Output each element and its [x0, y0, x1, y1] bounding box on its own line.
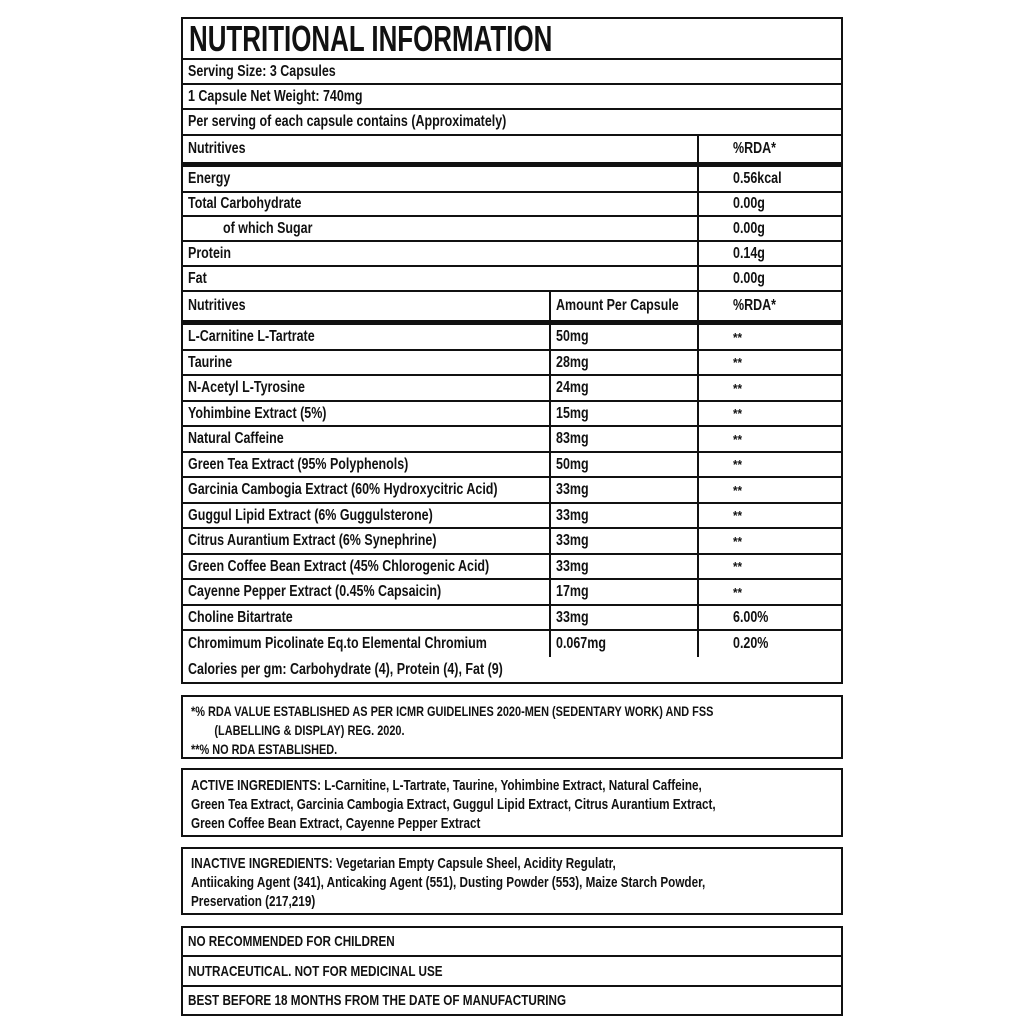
- ingredient-name: Taurine: [188, 353, 233, 371]
- nutrient-name: Energy: [188, 170, 231, 187]
- ingredient-name: Green Coffee Bean Extract (45% Chlorogenic Acid): [188, 557, 490, 575]
- warning-best-before: BEST BEFORE 18 MONTHS FROM THE DATE OF MANUFACTURING: [188, 992, 567, 1009]
- ingredient-rda: **: [733, 329, 743, 345]
- ingredient-name: Citrus Aurantium Extract (6% Synephrine): [188, 532, 437, 549]
- ingredient-rda: **: [733, 559, 743, 574]
- title-row: [183, 19, 841, 60]
- nutrient-value: 0.14g: [733, 244, 765, 262]
- nutrient-name: of which Sugar: [223, 219, 313, 237]
- table1-header-nutritives: Nutritives: [188, 140, 246, 157]
- inactive-ingredients-label: INACTIVE INGREDIENTS:: [191, 855, 333, 872]
- active-ingredients-line-3: Green Coffee Bean Extract, Cayenne Pepper Extract: [191, 815, 481, 832]
- calories-note: Calories per gm: Carbohydrate (4), Protein (4), Fat (9): [188, 661, 503, 678]
- ingredient-amount: 33mg: [556, 608, 589, 626]
- page-title: NUTRITIONAL INFORMATION: [189, 17, 553, 59]
- inactive-ingredients: [181, 847, 843, 915]
- ingredient-name: Guggul Lipid Extract (6% Guggulsterone): [188, 506, 433, 524]
- ingredient-rda: 6.00%: [733, 608, 769, 626]
- net-weight-row: [183, 85, 841, 110]
- calories-row: [183, 657, 841, 683]
- table-row: [183, 267, 841, 292]
- table-row: [183, 504, 841, 529]
- table2-header-row: [183, 292, 841, 325]
- ingredient-rda: **: [733, 533, 743, 549]
- table-row: [183, 402, 841, 427]
- net-weight: 1 Capsule Net Weight: 740mg: [188, 87, 363, 105]
- table-row: [183, 529, 841, 555]
- footnote-line-2: (LABELLING & DISPLAY) REG. 2020.: [214, 722, 405, 738]
- ingredient-amount: 28mg: [556, 353, 589, 371]
- table-row: [183, 325, 841, 351]
- ingredient-name: Chromimum Picolinate Eq.to Elemental Chromium: [188, 635, 487, 652]
- active-ingredients-line-1: L-Carnitine, L-Tartrate, Taurine, Yohimbine Extract, Natural Caffeine,: [321, 777, 702, 794]
- table-row: [183, 453, 841, 478]
- ingredient-rda: 0.20%: [733, 635, 769, 652]
- ingredient-amount: 17mg: [556, 583, 589, 600]
- table-row: [183, 631, 841, 657]
- nutrient-value: 0.00g: [733, 195, 765, 212]
- ingredient-rda: **: [733, 482, 743, 498]
- nutrition-table: [181, 17, 843, 684]
- footnote-line-1: *% RDA VALUE ESTABLISHED AS PER ICMR GUIDELINES 2020-MEN (SEDENTARY WORK) AND FSS: [191, 703, 714, 719]
- nutrient-name: Fat: [188, 269, 207, 287]
- ingredient-rda: **: [733, 406, 743, 421]
- inactive-ingredients-line-2: Antiicaking Agent (341), Anticaking Agent (551), Dusting Powder (553), Maize Starch Powder,: [191, 874, 706, 891]
- ingredient-name: Cayenne Pepper Extract (0.45% Capsaicin): [188, 583, 442, 600]
- ingredient-name: Choline Bitartrate: [188, 608, 293, 626]
- ingredient-amount: 33mg: [556, 506, 589, 524]
- per-serving-row: [183, 110, 841, 136]
- warning-nutraceutical: NUTRACEUTICAL. NOT FOR MEDICINAL USE: [188, 962, 443, 980]
- ingredient-name: Natural Caffeine: [188, 430, 284, 447]
- ingredient-name: Garcinia Cambogia Extract (60% Hydroxycitric Acid): [188, 481, 498, 498]
- table-row: [183, 580, 841, 606]
- ingredient-amount: 24mg: [556, 379, 589, 396]
- table1-header-row: [183, 136, 841, 167]
- ingredient-name: Yohimbine Extract (5%): [188, 404, 327, 422]
- ingredient-amount: 33mg: [556, 532, 589, 549]
- table-row: [183, 217, 841, 242]
- ingredient-amount: 0.067mg: [556, 635, 606, 652]
- serving-size-row: [183, 60, 841, 85]
- table1-header-rda: %RDA*: [733, 140, 776, 157]
- ingredient-amount: 15mg: [556, 404, 589, 422]
- table-row: [183, 555, 841, 580]
- table2-header-rda: %RDA*: [733, 297, 776, 314]
- nutrient-name: Total Carbohydrate: [188, 195, 302, 212]
- table2-header-amount: Amount Per Capsule: [556, 297, 679, 314]
- ingredient-rda: **: [733, 584, 743, 600]
- warning-row: [183, 928, 841, 957]
- inactive-ingredients-line-3: Preservation (217,219): [191, 893, 316, 910]
- table2-header-nutritives: Nutritives: [188, 297, 246, 314]
- nutrient-value: 0.00g: [733, 219, 765, 237]
- ingredient-rda: **: [733, 380, 743, 396]
- warning-children: NO RECOMMENDED FOR CHILDREN: [188, 933, 395, 950]
- active-ingredients-line-2: Green Tea Extract, Garcinia Cambogia Extract, Guggul Lipid Extract, Citrus Aurantium Extract,: [191, 796, 716, 813]
- table-row: [183, 478, 841, 504]
- table-row: [183, 351, 841, 376]
- warnings-box: [181, 926, 843, 1016]
- table-row: [183, 167, 841, 193]
- footnote-line-3: **% NO RDA ESTABLISHED.: [191, 741, 338, 757]
- warning-row: [183, 987, 841, 1014]
- ingredient-amount: 50mg: [556, 328, 589, 345]
- ingredient-amount: 33mg: [556, 481, 589, 498]
- nutrient-value: 0.00g: [733, 269, 765, 287]
- table-row: [183, 427, 841, 453]
- serving-size: Serving Size: 3 Capsules: [188, 62, 336, 80]
- nutrient-name: Protein: [188, 244, 231, 262]
- ingredient-amount: 83mg: [556, 430, 589, 447]
- ingredient-amount: 33mg: [556, 557, 589, 575]
- table-row: [183, 193, 841, 217]
- inactive-ingredients-line-1: Vegetarian Empty Capsule Sheel, Acidity Regulatr,: [332, 855, 616, 872]
- ingredient-rda: **: [733, 431, 743, 447]
- nutrient-value: 0.56kcal: [733, 170, 782, 187]
- ingredient-name: N-Acetyl L-Tyrosine: [188, 379, 305, 396]
- table-row: [183, 376, 841, 402]
- ingredient-rda: **: [733, 355, 743, 370]
- rda-footnotes: [181, 695, 843, 759]
- ingredient-rda: **: [733, 508, 743, 523]
- table-row: [183, 606, 841, 631]
- ingredient-name: L-Carnitine L-Tartrate: [188, 328, 315, 345]
- table2-body: [183, 325, 841, 657]
- table-row: [183, 242, 841, 267]
- warning-row: [183, 957, 841, 987]
- active-ingredients: [181, 768, 843, 837]
- per-serving-note: Per serving of each capsule contains (Approximately): [188, 113, 507, 130]
- ingredient-amount: 50mg: [556, 455, 589, 473]
- ingredient-name: Green Tea Extract (95% Polyphenols): [188, 455, 409, 473]
- active-ingredients-label: ACTIVE INGREDIENTS:: [191, 777, 322, 794]
- ingredient-rda: **: [733, 457, 743, 472]
